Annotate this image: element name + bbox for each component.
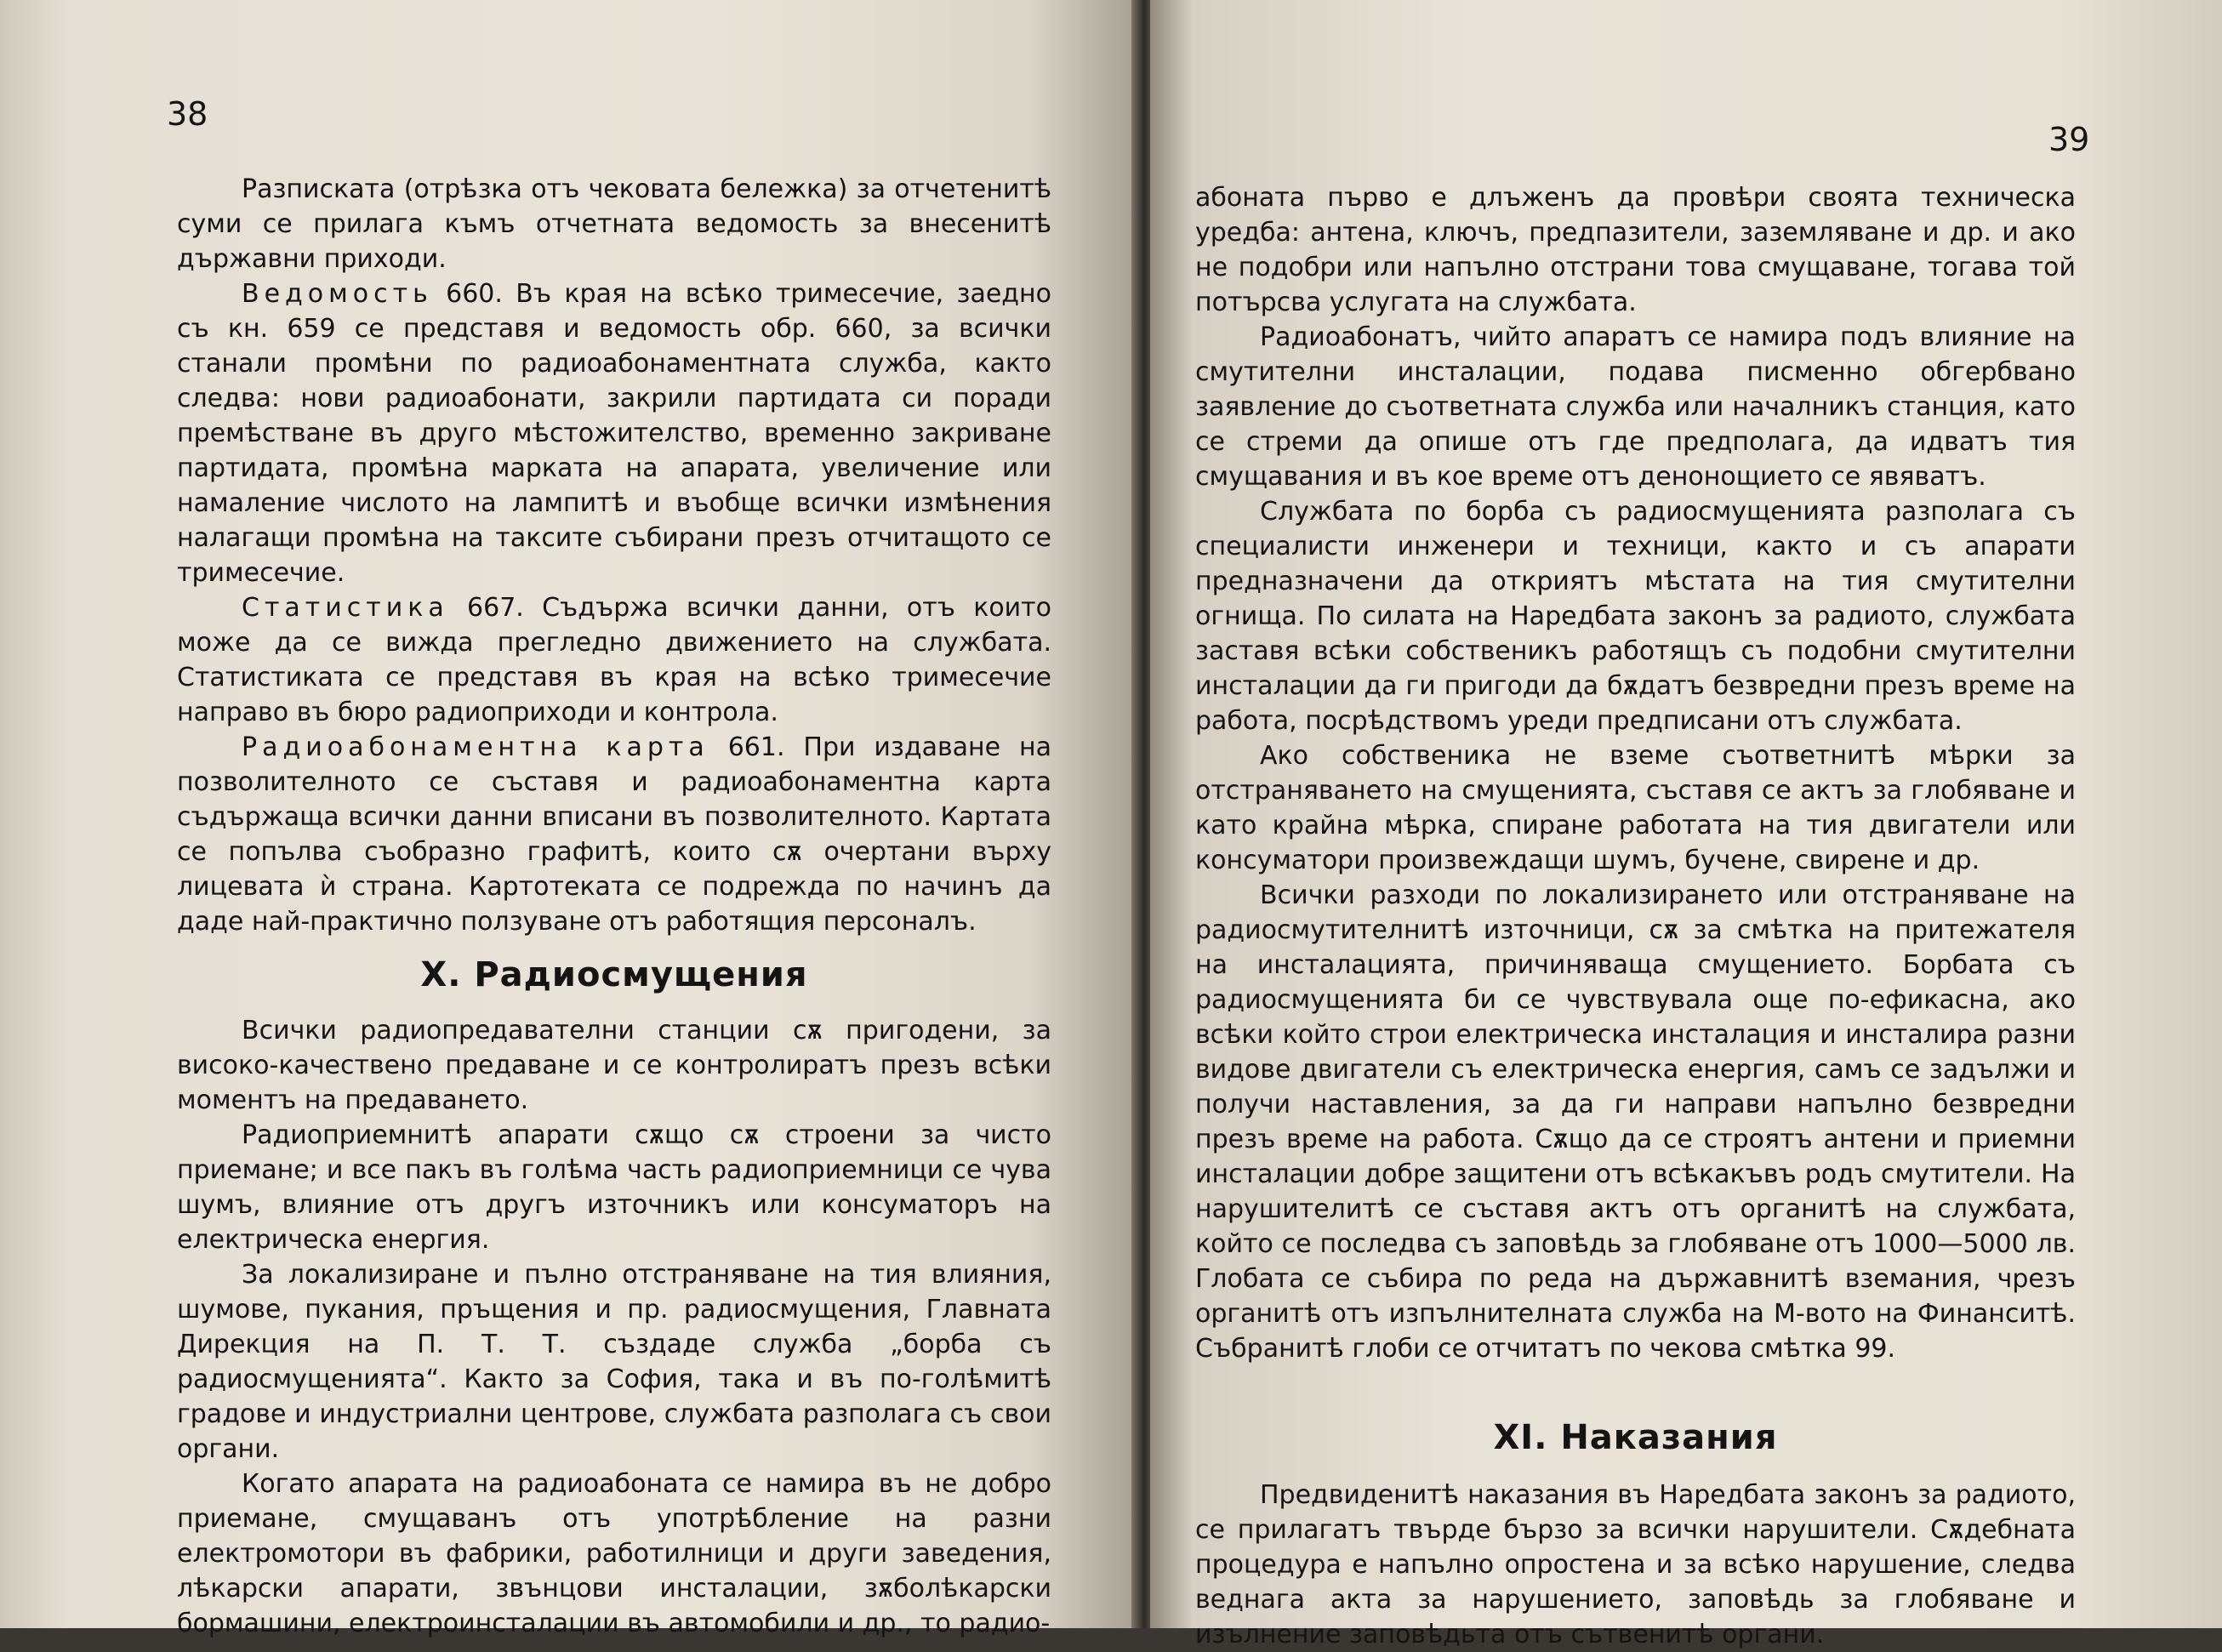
paragraph: Службата по борба съ радиосмущенията разполага съ специалисти инженери и техници, както и съ апарати предназначени да откриятъ мѣстата на тия смутителни огнища. По силата на Наредбата законъ за радиото, службата заставя всѣки собственикъ работящъ съ подобни смутителни инсталации да ги пригоди да бѫдатъ безвредни презъ време на работа, посрѣдствомъ уреди предписани отъ службата.: [1195, 497, 2076, 736]
right-page-text: [1195, 180, 2076, 1652]
paragraph: Предвиденитѣ наказания въ Наредбата законъ за радиото, се прилагатъ твърде бързо за всички нарушители. Сѫдебната процедура е напълно опростена и за всѣко нарушение, следва веднага акта за нарушението, заповѣдь за глобяване и изълнение заповѣдьта отъ сътвенитѣ органи.: [1195, 1480, 2076, 1649]
page-number-left: 38: [167, 95, 208, 133]
right-page: [1150, 0, 2222, 1649]
paragraph: [177, 730, 1051, 939]
paragraph: Всички разходи по локализирането или отстраняване на радиосмутителнитѣ източници, сѫ за смѣтка на притежателя на инсталацията, причиняваща смущението. Борбата съ радиосмущенията би се чувствувала още по-ефикасна, ако всѣки който строи електрическа инсталация и инсталира разни видове двигатели съ електрическа енергия, самъ се задължи и получи наставления, за да ги направи напълно безвредни презъ време на работа. Сѫщо да се строятъ антени и приемни инсталации добре защитени отъ всѣкакъвъ родъ смутители. На нарушителитѣ се съставя актъ отъ органитѣ на службата, който се последва съ заповѣдь за глобяване отъ 1000—5000 лв. Глобата се събира по реда на държавнитѣ вземания, чрезъ органитѣ отъ изпълнителната служба на М-вото на Финанситѣ. Събранитѣ глоби се отчитатъ по чекова смѣтка 99.: [1195, 880, 2076, 1364]
paragraph: Разписката (отрѣзка отъ чековата бележка) за отчетенитѣ суми се прилага къмъ отчетната ведомость за внесенитѣ държавни приходи.: [177, 174, 1051, 274]
paragraph: абоната първо е длъженъ да провѣри своята техническа уредба: антена, ключъ, предпазители, заземляване и др. и ако не подобри или напълно отстрани това смущаване, тогава той потърсва услугата на службата.: [1195, 183, 2076, 317]
term-heading: Статистика: [242, 593, 449, 623]
term-heading: Ведомость: [242, 279, 433, 309]
paragraph: [177, 590, 1051, 730]
paragraph: За локализиране и пълно отстраняване на тия влияния, шумове, пукания, пръщения и пр. радиосмущения, Главната Дирекция на П. Т. Т. създаде служба „борба съ радиосмущенията“. Както за София, така и въ по-голѣмитѣ градове и индустриални центрове, службата разполага съ свои органи.: [177, 1260, 1051, 1464]
term-heading: Радиоабонаментна карта: [242, 732, 709, 762]
section-heading: X. Радиосмущения: [420, 955, 808, 994]
paragraph: Радиоприемнитѣ апарати сѫщо сѫ строени за чисто приемане; и все пакъ въ голѣма часть радиоприемници се чува шумъ, влияние отъ другъ източникъ или консуматоръ на електрическа енергия.: [177, 1120, 1051, 1255]
section-heading: XI. Наказания: [1493, 1418, 1778, 1457]
paragraph: Ако собственика не вземе съответнитѣ мѣрки за отстраняването на смущенията, съставя се актъ за глобяване и като крайна мѣрка, спиране работата на тия двигатели или консуматори произвеждащи шумъ, бучене, свирене и др.: [1195, 741, 2076, 875]
paragraph: Всички радиопредавателни станции сѫ пригодени, за високо-качествено предаване и се контролиратъ презъ всѣки моментъ на предаването.: [177, 1016, 1051, 1115]
paragraph-text: 667. Съдържа всички данни, отъ които може да се вижда прегледно движението на службата. Статистиката се представя въ края на всѣко тримесечие направо въ бюро радиоприходи и контрола.: [177, 593, 1051, 727]
paragraph-text: 661. При издаване на позволителното се съставя и радиоабонаментна карта съдържаща всички данни вписани въ позволителното. Картата се попълва съобразно графитѣ, които сѫ очертани върху лицевата ѝ страна. Картотеката се подрежда по начинъ да даде най-практично ползуване отъ работящия персоналъ.: [177, 732, 1051, 937]
paragraph: Когато апарата на радиоабоната се намира въ не добро приемане, смущаванъ отъ употрѣбление на разни електромотори въ фабрики, работилници и други заведения, лѣкарски апарати, звънцови инсталации, зѫболѣкарски бормашини, електроинсталации въ автомобили и др., то радио-: [177, 1469, 1051, 1638]
paragraph-text: 660. Въ края на всѣко тримесечие, заедно съ кн. 659 се представя и ведомость обр. 660, за всички станали промѣни по радиоабонаментната служба, както следва: нови радиоабонати, закрили партидата си поради премѣстване въ друго мѣстожителство, временно закриване партидата, промѣна марката на апарата, увеличение или намаление числото на лампитѣ и въобще всички измѣнения налагащи промѣна на таксите събирани презъ отчитащото се тримесечие.: [177, 279, 1051, 588]
paragraph: [177, 276, 1051, 590]
paragraph: Радиоабонатъ, чийто апаратъ се намира подъ влияние на смутителни инсталации, подава писменно обгербвано заявление до съответната служба или началникъ станция, като се стреми да опише отъ где предполага, да идватъ тия смущавания и въ кое време отъ денонощието се явяватъ.: [1195, 322, 2076, 492]
left-page-text: [177, 172, 1051, 1641]
page-number-right: 39: [2048, 121, 2090, 158]
